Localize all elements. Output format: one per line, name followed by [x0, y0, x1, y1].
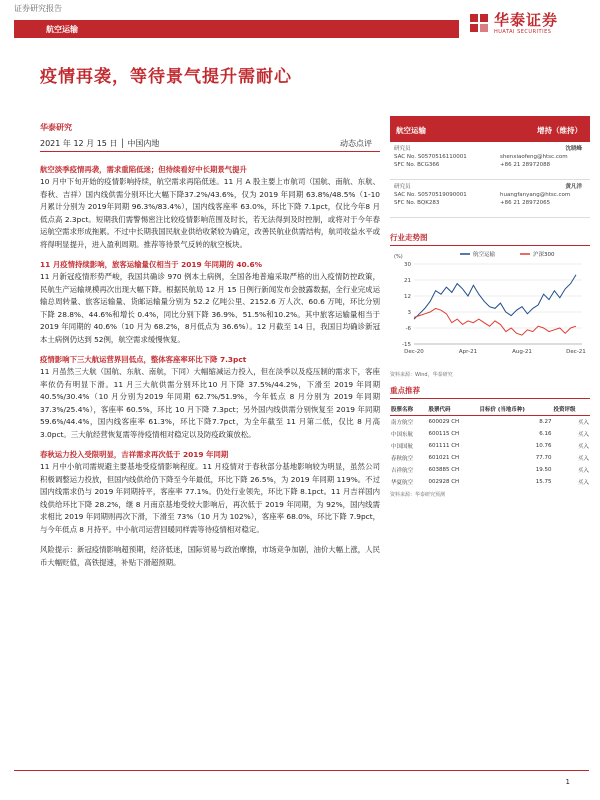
y-tick-label: 12: [404, 294, 411, 300]
cell-name: 吉祥航空: [391, 468, 414, 474]
cell-code: 601111 CH: [428, 443, 460, 449]
analyst-phone: +86 21 28972088: [500, 162, 551, 168]
recommend-table: [390, 403, 590, 488]
cell-rating: 买入: [577, 444, 589, 450]
cell-code: 603885 CH: [428, 467, 460, 473]
date-row: [40, 136, 380, 152]
analyst-block: [390, 180, 590, 218]
table-row: [390, 440, 590, 452]
col-header: 投资评级: [553, 403, 590, 416]
section-body: 11 月中小航司需规避主要基地受疫情影响程度。11 月疫情对于春秋部分基地影响较为明显，虽然公司积极调整运力投放，但国内线供给仍下降至今年最低，环比下降 26.5%，为 2019 年同期 119%。不过国内线需求仍与 2019 年同期持平，客座率 77.1%。仍处行业领先，环比下降 8.1pct。11 月吉祥国内线供给环比下降 28.2%，继 8 月南京基地受较大影响后，再次低于 2019 年同期，为 92%，国内线需求相比 2019 年同期则再次下滑，下滑至 73%（10 月为 102%），客座率 68.0%，环比下降 7.9pct，与今年低点 8 月持平。中小航司运营回暖同样需等待疫情相对稳定。: [40, 462, 380, 534]
cell-name: 华夏航空: [391, 480, 414, 486]
main-body: [40, 164, 380, 569]
cell-name: 春秋航空: [391, 456, 414, 462]
cell-rating: 买入: [577, 468, 589, 474]
trend-chart-block: [390, 232, 590, 392]
rating: 增持（维持）: [537, 126, 582, 135]
section-heading: 疫情影响下三大航运营界回低点，整体客座率环比下降 7.3pct: [40, 355, 247, 364]
trend-chart: [390, 246, 590, 364]
logo-en: HUATAI SECURITIES: [494, 29, 552, 35]
sidebar-header: [390, 116, 590, 142]
trend-title: 行业走势图: [390, 232, 590, 246]
analyst-sac: SAC No. S0570516110001: [394, 154, 467, 160]
report-kind: 动态点评: [340, 139, 372, 148]
report-type: 证券研究报告: [14, 4, 62, 13]
x-tick-label: Dec-21: [566, 349, 586, 355]
legend-label: 航空运输: [473, 252, 496, 258]
series-line-0: [414, 275, 576, 319]
analyst-email[interactable]: shenxiaofeng@htsc.com: [500, 154, 568, 160]
section-body: 11 月虽然三大航（国航、东航、南航，下同）大幅缩减运力投入，但在淡季以及疫压制的需求下，客座率依仍有明显下滑。11 月三大航供需分别环比10 月下降 37.5%/44.2%，下滑至 2019 年同期 40.5%/30.4%（10 月分别为2019 年同期 62.7%/51.9%，今年低点 8 月分别为 2019 年同期37.3%/25.4%），客座率 60.5%，环比 10 月下降 7.3pct；另外国内线供需分别恢复至 2019 年同期 59.6%/44.4%，国内线客座率 61.3%，环比下降7.7pct，为全年截至 11 月第二低，仅比 8 月高 3.0pct。三大航经营恢复需等待疫情相对稳定以及防疫政策放松。: [40, 367, 380, 439]
cell-code: 601021 CH: [428, 455, 460, 461]
section-heading: 航空淡季疫情再袭，需求重陷低迷；但待续看好中长期景气提升: [40, 165, 247, 174]
analyst-role: 研究员: [394, 146, 411, 152]
cell-price: 15.75: [535, 479, 552, 485]
section: [40, 354, 380, 441]
section: [40, 449, 380, 536]
analyst-email[interactable]: huangfanyang@htsc.com: [500, 192, 571, 198]
cell-rating: 买入: [577, 456, 589, 462]
sector-bar: [14, 20, 459, 38]
recommend-block: [390, 385, 590, 498]
analyst-sfc: SFC No. BCG366: [394, 162, 440, 168]
table-row: [390, 452, 590, 464]
cell-code: 002928 CH: [428, 479, 460, 485]
analyst-sac: SAC No. S0570519090001: [394, 192, 467, 198]
cell-name: 南方航空: [391, 420, 414, 426]
analyst-sfc: SFC No. BQK283: [394, 200, 440, 206]
cell-rating: 买入: [577, 480, 589, 486]
table-row: [390, 416, 590, 429]
cell-price: 10.76: [535, 443, 552, 449]
legend-label: 沪深300: [533, 252, 555, 258]
analyst-role: 研究员: [394, 184, 411, 190]
report-title: 疫情再袭，等待景气提升需耐心: [40, 67, 292, 87]
cell-price: 77.70: [535, 455, 552, 461]
chart-source: 资料来源：Wind，华泰研究: [390, 372, 453, 378]
recommend-title: 重点推荐: [390, 385, 590, 399]
cell-price: 8.27: [539, 419, 552, 425]
report-date: 2021 年 12 月 15 日 │ 中国内地: [40, 139, 160, 148]
cell-price: 19.50: [535, 467, 552, 473]
cell-price: 6.16: [539, 431, 552, 437]
y-tick-label: -6: [405, 326, 411, 332]
logo-mark-icon: [468, 12, 490, 34]
cell-name: 中国国航: [391, 444, 414, 450]
analyst-block: [390, 142, 590, 180]
y-tick-label: 3: [407, 310, 411, 316]
cell-rating: 买入: [577, 420, 589, 426]
table-row: [390, 476, 590, 488]
y-tick-label: -15: [402, 342, 411, 348]
col-header: 股票代码: [427, 403, 478, 416]
page-number: 1: [565, 778, 570, 786]
x-tick-label: Dec-20: [404, 349, 424, 355]
table-row: [390, 428, 590, 440]
sidebar: [390, 116, 590, 218]
table-row: [390, 464, 590, 476]
cell-name: 中国东航: [391, 432, 414, 438]
footer-divider: [14, 770, 589, 771]
series-line-1: [414, 308, 576, 335]
x-tick-label: Aug-21: [512, 349, 532, 355]
section: [40, 164, 380, 251]
section-heading: 11 月疫情持续影响，旅客运输量仅相当于 2019 年同期的 40.6%: [40, 260, 262, 269]
analyst-name: 沈晓峰: [565, 146, 582, 152]
sidebar-sector: 航空运输: [396, 126, 426, 135]
analyst-phone: +86 21 28972065: [500, 200, 551, 206]
y-tick-label: 30: [404, 262, 411, 268]
col-header: 目标价 (当地币种): [479, 403, 553, 416]
table-header-row: [390, 403, 590, 416]
y-tick-label: 21: [404, 278, 411, 284]
y-axis-unit: (%): [394, 254, 403, 260]
table-source: 资料来源：华泰研究预测: [390, 492, 446, 498]
section-body: 11 月新冠疫情形势严峻，我国共确诊 970 例本土病例，全国各地普遍采取严格的出入疫情防控政策，民航生产运输规模再次出现大幅下降。根据民航局 12 月 15 日例行新闻发布会披露数据，全行业完成运输总周转量、旅客运输量、货邮运输量分别为 52.2 亿吨公里、2152.6 万人次、60.6 万吨，环比分别下降 28.8%、44.6%和增长 0.4%，同比分别下降 36.9%、51.5%和10.2%。其中旅客运输量相当于 2019 年同期的 40.6%（10 月为 68.2%，8月低点为 36.6%）。12 月截至 14 日，我国日均确诊新冠本土病例仍达到 52例，航空需求缓慢恢复。: [40, 272, 380, 344]
section: [40, 259, 380, 346]
col-header: 股票名称: [390, 403, 427, 416]
cell-rating: 买入: [577, 432, 589, 438]
huatai-logo: [468, 9, 588, 39]
sector-label: 航空运输: [46, 25, 78, 34]
section-heading: 春秋运力投入受限明显，吉祥需求再次低于 2019 年同期: [40, 450, 229, 459]
research-label: 华泰研究: [40, 123, 72, 132]
cell-code: 600029 CH: [428, 419, 460, 425]
risk-warning: 风险提示：新冠疫情影响超预期，经济低迷，国际贸易与政治摩擦，市场竞争加剧，油价大幅上涨，人民币大幅贬值，高铁提速，补贴下滑超预期。: [40, 545, 380, 567]
section-body: 10 月中下旬开始的疫情影响持续，航空需求再陷低迷。11 月 A 股主要上市航司（国航、南航、东航、春秋、吉祥）国内线供需分别环比大幅下降37.2%/43.6%，仅为 2019 年同期 63.8%/48.5%（1-10 月累计分别为 2019年同期 96.3%/83.4%），国内线客座率 63.0%，环比下降 7.1pct，仅比今年8 月低点高 2.3pct。短期我们需警惕密注比较疫情影响范围及时长，若无法得到及时控制，或将对于今年春运航空需求形成拖累。不过中长期我国民航业供给收紧较为确定，改善民航业供需结构，航司收益水平或将得明显提升，进入盈利周期。推荐等待景气反转的航空板块。: [40, 177, 380, 249]
cell-code: 600115 CH: [428, 431, 460, 437]
x-tick-label: Apr-21: [458, 349, 478, 355]
analyst-name: 黄凡洋: [565, 184, 582, 190]
logo-cn: 华泰证券: [494, 11, 559, 29]
